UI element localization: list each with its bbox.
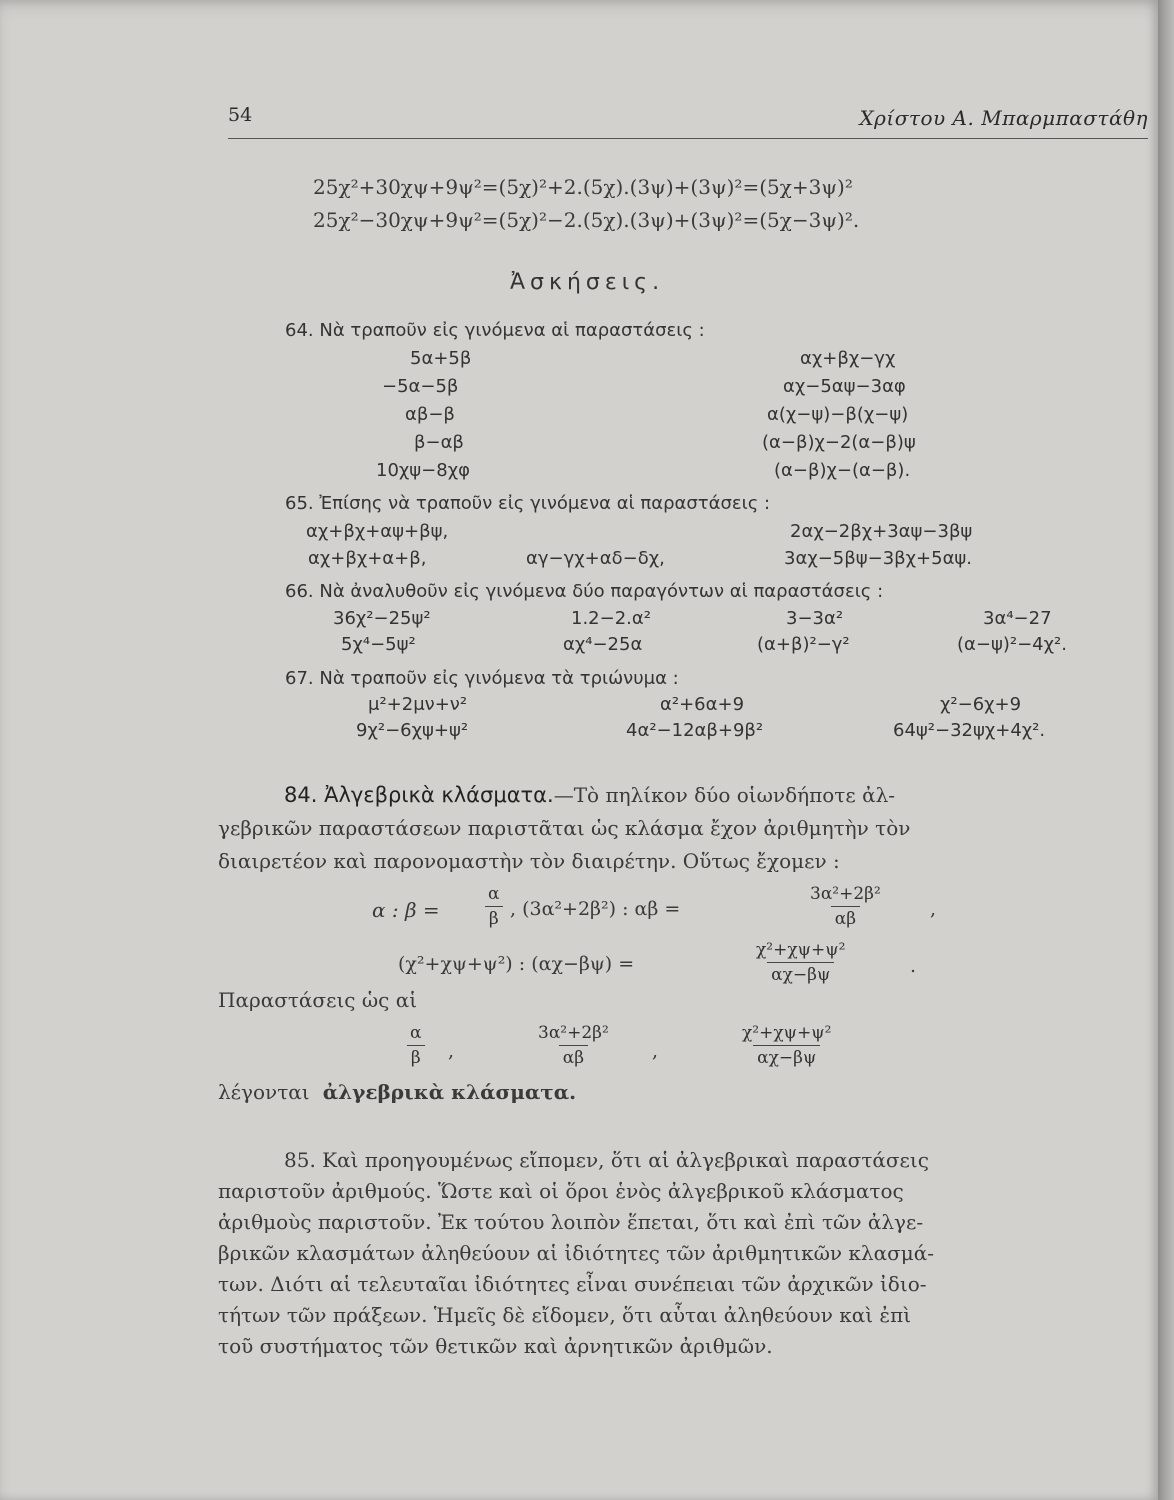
- exercise-65-text: 65. Ἐπίσης νὰ τραποῦν εἰς γινόμενα αἱ παραστάσεις :: [285, 493, 771, 514]
- ex64-right-4: (α−β)χ−2(α−β)ψ: [762, 432, 916, 453]
- section-85-line-3: ἀριθμοὺς παριστοῦν. Ἐκ τούτου λοιπὸν ἕπεται, ὅτι καὶ ἐπὶ τῶν ἀλγε-: [218, 1210, 924, 1234]
- ex64-right-2: αχ−5αψ−3αφ: [783, 376, 906, 397]
- section-85-line-7: τοῦ συστήματος τῶν θετικῶν καὶ ἀρνητικῶν ἀριθμῶν.: [218, 1334, 773, 1358]
- section-84-line1: [284, 783, 895, 807]
- fraction-denominator: β: [407, 1045, 425, 1068]
- ex64-right-1: αχ+βχ−γχ: [800, 348, 896, 369]
- formula-1b-fraction: [806, 884, 885, 929]
- section-84-closing-line: [218, 1082, 576, 1103]
- formula-2-period: .: [910, 955, 917, 977]
- ex66-row1-4: 3α⁴−27: [983, 608, 1052, 629]
- running-header: [228, 98, 1148, 139]
- ex65-row1-1: αχ+βχ+αψ+βψ,: [306, 521, 449, 542]
- fraction-numerator: α: [488, 884, 500, 904]
- ex67-row2-1: 9χ²−6χψ+ψ²: [356, 720, 469, 741]
- section-85-line-2: παριστοῦν ἀριθμούς. Ὥστε καὶ οἱ ὅροι ἑνὸς ἀλγεβρικοῦ κλάσματος: [218, 1179, 904, 1203]
- ex66-row2-3: (α+β)²−γ²: [757, 634, 850, 655]
- example-fraction-1: [406, 1023, 425, 1068]
- ex65-row1-2: 2αχ−2βχ+3αψ−3βψ: [790, 521, 973, 542]
- ex65-row2-3: 3αχ−5βψ−3βχ+5αψ.: [784, 548, 973, 569]
- formula-2-lhs: (χ²+χψ+ψ²) : (αχ−βψ) =: [398, 953, 635, 975]
- fraction-denominator: αχ−βψ: [753, 1045, 820, 1068]
- ex66-row1-2: 1.2−2.α²: [571, 608, 651, 629]
- ex65-row2-2: αγ−γχ+αδ−δχ,: [526, 548, 665, 569]
- fraction-denominator: β: [485, 906, 503, 929]
- ex66-row2-2: αχ⁴−25α: [563, 634, 643, 655]
- fraction-numerator: χ²+χψ+ψ²: [742, 1023, 832, 1043]
- fraction-denominator: αβ: [831, 906, 860, 929]
- exercises-title: Ἀσκήσεις.: [510, 270, 665, 295]
- identity-1: 25χ²+30χψ+9ψ²=(5χ)²+2.(5χ).(3ψ)+(3ψ)²=(5χ+3ψ)²: [313, 175, 853, 199]
- section-85-line-1: 85. Καὶ προηγουμένως εἴπομεν, ὅτι αἱ ἀλγεβρικαὶ παραστάσεις: [284, 1148, 929, 1172]
- ex64-left-1: 5α+5β: [410, 348, 472, 369]
- section-84-line-examples: Παραστάσεις ὡς αἱ: [218, 988, 418, 1012]
- ex64-left-2: −5α−5β: [382, 376, 459, 397]
- exercise-66-text: 66. Νὰ ἀναλυθοῦν εἰς γινόμενα δύο παραγόντων αἱ παραστάσεις :: [285, 581, 884, 602]
- fraction-denominator: αβ: [559, 1045, 588, 1068]
- ex64-left-4: β−αβ: [414, 432, 464, 453]
- ex65-row2-1: αχ+βχ+α+β,: [308, 548, 427, 569]
- section-84-line2: γεβρικῶν παραστάσεων παριστᾶται ὡς κλάσμα ἔχον ἀριθμητὴν τὸν: [218, 816, 911, 840]
- section-85-line-5: των. Διότι αἱ τελευταῖαι ἰδιότητες εἶναι συνέπειαι τῶν ἀρχικῶν ἰδιο-: [218, 1272, 927, 1296]
- fraction-numerator: 3α²+2β²: [810, 884, 881, 904]
- ex67-row1-2: α²+6α+9: [660, 694, 745, 715]
- example-fraction-3: [738, 1023, 835, 1068]
- ex66-row1-1: 36χ²−25ψ²: [333, 608, 431, 629]
- book-spine: [1158, 0, 1174, 1500]
- fraction-numerator: 3α²+2β²: [538, 1023, 609, 1043]
- ex64-left-3: αβ−β: [405, 404, 455, 425]
- formula-1-comma: ,: [930, 898, 937, 920]
- section-85-line-6: τήτων τῶν πράξεων. Ἡμεῖς δὲ εἴδομεν, ὅτι αὗται ἀληθεύουν καὶ ἐπὶ: [218, 1303, 912, 1327]
- exercise-64-text: 64. Νὰ τραποῦν εἰς γινόμενα αἱ παραστάσεις :: [285, 320, 705, 341]
- ex66-row2-1: 5χ⁴−5ψ²: [341, 634, 416, 655]
- example-fraction-2: [534, 1023, 613, 1068]
- ex67-row1-1: μ²+2μν+ν²: [368, 694, 468, 715]
- section-84-heading: 84. Ἀλγεβρικὰ κλάσματα.: [284, 783, 554, 807]
- identity-2: 25χ²−30χψ+9ψ²=(5χ)²−2.(5χ).(3ψ)+(3ψ)²=(5χ−3ψ)².: [313, 208, 860, 232]
- example-comma-2: ,: [652, 1040, 659, 1062]
- formula-1-mid: , (3α²+2β²) : αβ =: [510, 898, 681, 920]
- ex66-row2-4: (α−ψ)²−4χ².: [957, 634, 1067, 655]
- fraction-numerator: α: [410, 1023, 422, 1043]
- ex64-right-5: (α−β)χ−(α−β).: [774, 460, 911, 481]
- called-text: λέγονται: [218, 1080, 310, 1104]
- fraction-denominator: αχ−βψ: [767, 962, 834, 985]
- section-85-line-4: βρικῶν κλασμάτων ἀληθεύουν αἱ ἰδιότητες τῶν ἀριθμητικῶν κλασμά-: [218, 1241, 934, 1265]
- ex67-row2-2: 4α²−12αβ+9β²: [626, 720, 764, 741]
- running-head-author: Χρίστου Α. Μπαρμπαστάθη: [859, 106, 1148, 130]
- ex66-row1-3: 3−3α²: [786, 608, 844, 629]
- section-84-line1-text: —Τὸ πηλίκον δύο οἱωνδήποτε ἀλ-: [553, 783, 896, 807]
- formula-2-fraction: [752, 940, 849, 985]
- section-84-line3: διαιρετέον καὶ παρονομαστὴν τὸν διαιρέτην. Οὕτως ἔχομεν :: [218, 849, 840, 873]
- formula-1-lhs: α : β =: [372, 898, 440, 922]
- example-comma-1: ,: [448, 1040, 455, 1062]
- ex67-row2-3: 64ψ²−32ψχ+4χ².: [893, 720, 1046, 741]
- page-number: 54: [228, 104, 253, 126]
- ex64-left-5: 10χψ−8χφ: [376, 460, 470, 481]
- formula-1-fraction: [484, 884, 503, 929]
- fraction-numerator: χ²+χψ+ψ²: [756, 940, 846, 960]
- algebraic-fractions-term: ἀλγεβρικὰ κλάσματα.: [322, 1080, 577, 1104]
- ex67-row1-3: χ²−6χ+9: [940, 694, 1022, 715]
- ex64-right-3: α(χ−ψ)−β(χ−ψ): [767, 404, 909, 425]
- exercise-67-text: 67. Νὰ τραποῦν εἰς γινόμενα τὰ τριώνυμα :: [285, 668, 679, 689]
